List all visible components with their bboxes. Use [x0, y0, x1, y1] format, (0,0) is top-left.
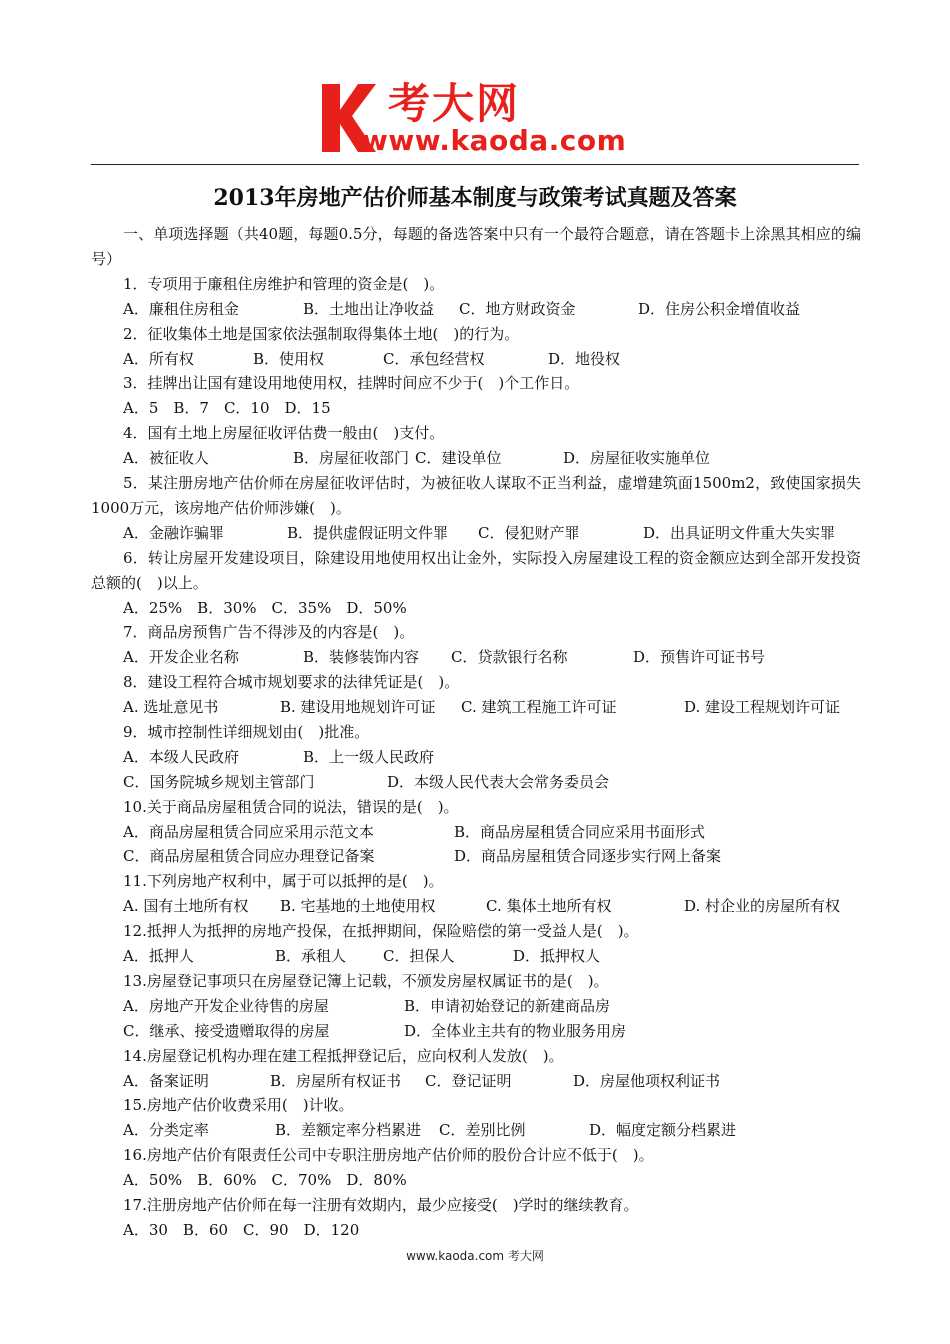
option-text: D．抵押权人 — [513, 947, 601, 966]
option-text: B. 建设用地规划许可证 — [280, 698, 436, 717]
answer-options-row — [123, 770, 861, 795]
answer-options-row — [123, 347, 861, 372]
question-stem: 16.房地产估价有限责任公司中专职注册房地产估价师的股份合计应不低于( )。 — [123, 1146, 654, 1165]
option-text: C．地方财政资金 — [459, 299, 576, 318]
question-stem: 2．征收集体土地是国家依法强制取得集体土地( )的行为。 — [123, 324, 520, 343]
option-text: B．差额定率分档累进 — [275, 1121, 422, 1140]
option-text: C．担保人 — [383, 947, 455, 966]
option-text: B．使用权 — [253, 349, 325, 368]
answer-options-row — [123, 297, 861, 322]
option-text: C．差别比例 — [439, 1121, 526, 1140]
answer-options-row — [123, 1218, 861, 1243]
option-text: A．本级人民政府 — [123, 747, 239, 766]
option-text: A．分类定率 — [123, 1121, 209, 1140]
option-text: D．房屋他项权利证书 — [573, 1071, 721, 1090]
option-text: B．房屋所有权证书 — [270, 1071, 402, 1090]
option-text: B．装修装饰内容 — [303, 648, 420, 667]
option-text: C．商品房屋租赁合同应办理登记备案 — [123, 847, 375, 866]
option-text: B．房屋征收部门 — [293, 449, 410, 468]
option-text: D．房屋征收实施单位 — [563, 449, 711, 468]
option-text: D．全体业主共有的物业服务用房 — [404, 1021, 627, 1040]
answer-options-row — [123, 596, 861, 621]
question-stem: 13.房屋登记事项只在房屋登记簿上记载，不颁发房屋权属证书的是( )。 — [123, 971, 609, 990]
question-stem: 15.房地产估价收费采用( )计收。 — [123, 1096, 354, 1115]
answer-options-row — [123, 944, 861, 969]
option-text: A．抵押人 — [123, 947, 194, 966]
answer-options-row — [123, 844, 861, 869]
option-text: A．5 B．7 C．10 D．15 — [123, 399, 331, 418]
option-text: A．开发企业名称 — [123, 648, 239, 667]
option-text: D．商品房屋租赁合同逐步实行网上备案 — [454, 847, 722, 866]
answer-options-row — [123, 820, 861, 845]
option-text: D．住房公积金增值收益 — [638, 299, 801, 318]
option-text: C. 集体土地所有权 — [486, 897, 612, 916]
option-text: C．侵犯财产罪 — [478, 523, 580, 542]
logo-url-text: www.kaoda.com — [362, 124, 627, 157]
question-stem: 9．城市控制性详细规划由( )批准。 — [123, 723, 370, 741]
option-text: C．贷款银行名称 — [451, 648, 568, 667]
option-text: B．土地出让净收益 — [303, 299, 435, 318]
option-text: B．申请初始登记的新建商品房 — [404, 996, 611, 1015]
option-text: C．登记证明 — [425, 1071, 512, 1090]
question-stem: 7．商品房预售广告不得涉及的内容是( )。 — [123, 623, 415, 642]
kaoda-logo — [318, 80, 638, 156]
option-text: A．30 B．60 C．90 D．120 — [123, 1220, 360, 1239]
question-stem: 12.抵押人为抵押的房地产投保，在抵押期间，保险赔偿的第一受益人是( )。 — [123, 922, 639, 941]
option-text: B．上一级人民政府 — [303, 747, 435, 766]
option-text: C．继承、接受遗赠取得的房屋 — [123, 1021, 330, 1040]
page-footer: www.kaoda.com 考大网 — [406, 1249, 544, 1263]
answer-options-row — [123, 745, 861, 770]
answer-options-row — [123, 695, 861, 720]
option-text: D．地役权 — [548, 349, 621, 368]
question-stem: 14.房屋登记机构办理在建工程抵押登记后，应向权利人发放( )。 — [123, 1046, 564, 1065]
question-stem: 11.下列房地产权利中，属于可以抵押的是( )。 — [123, 872, 444, 891]
section-heading: 一、单项选择题（共40题，每题0.5分，每题的备选答案中只有一个最符合题意，请在答题卡上涂黑其相应的编号） — [91, 225, 861, 268]
option-text: B．商品房屋租赁合同应采用书面形式 — [454, 822, 706, 841]
option-text: B. 宅基地的土地使用权 — [280, 897, 436, 916]
question-stem: 3．挂牌出让国有建设用地使用权，挂牌时间应不少于( )个工作日。 — [123, 374, 580, 393]
option-text: A. 国有土地所有权 — [123, 897, 249, 916]
answer-options-row — [123, 894, 861, 919]
option-text: A．50% B．60% C．70% D．80% — [123, 1171, 407, 1190]
option-text: D．出具证明文件重大失实罪 — [643, 523, 836, 542]
answer-options-row — [123, 1168, 861, 1193]
option-text: A．25% B．30% C．35% D．50% — [123, 598, 407, 617]
option-text: A．廉租住房租金 — [123, 299, 239, 318]
option-text: D. 建设工程规划许可证 — [684, 698, 841, 717]
option-text: C. 建筑工程施工许可证 — [461, 698, 617, 717]
option-text: A. 选址意见书 — [123, 698, 219, 717]
answer-options-row — [123, 645, 861, 670]
answer-options-row — [123, 1069, 861, 1094]
option-text: A．商品房屋租赁合同应采用示范文本 — [123, 822, 374, 841]
option-text: A．金融诈骗罪 — [123, 523, 224, 542]
answer-options-row — [123, 396, 861, 421]
answer-options-row — [123, 994, 861, 1019]
option-text: A．被征收人 — [123, 449, 209, 468]
question-stem: 1．专项用于廉租住房维护和管理的资金是( )。 — [123, 274, 445, 293]
question-stem: 17.注册房地产估价师在每一注册有效期内，最少应接受( )学时的继续教育。 — [123, 1196, 639, 1215]
option-text: D．本级人民代表大会常务委员会 — [387, 772, 610, 791]
question-stem: 5．某注册房地产估价师在房屋征收评估时，为被征收人谋取不正当利益，虚增建筑面1500m2，致使国家损失1000万元，该房地产估价师涉嫌( )。 — [91, 474, 861, 517]
option-text: A．备案证明 — [123, 1071, 209, 1090]
option-text: D．幅度定额分档累进 — [589, 1121, 737, 1140]
document-title: 2013年房地产估价师基本制度与政策考试真题及答案 — [213, 185, 737, 211]
option-text: B．承租人 — [275, 947, 347, 966]
answer-options-row — [123, 1118, 861, 1143]
option-text: C．国务院城乡规划主管部门 — [123, 772, 315, 791]
logo-chinese-text: 考大网 — [388, 79, 521, 128]
option-text: D. 村企业的房屋所有权 — [684, 897, 841, 916]
question-list — [91, 272, 861, 1243]
question-stem: 4．国有土地上房屋征收评估费一般由( )支付。 — [123, 424, 445, 443]
question-stem: 6．转让房屋开发建设项目，除建设用地使用权出让金外，实际投入房屋建设工程的资金额应达到全部开发投资总额的( )以上。 — [91, 548, 861, 592]
option-text: A．房地产开发企业待售的房屋 — [123, 996, 329, 1015]
document-body — [91, 222, 861, 1243]
option-text: C．建设单位 — [415, 449, 502, 468]
option-text: D．预售许可证书号 — [633, 648, 766, 667]
option-text: C．承包经营权 — [383, 349, 485, 368]
question-stem: 8．建设工程符合城市规划要求的法律凭证是( )。 — [123, 673, 460, 692]
option-text: A．所有权 — [123, 349, 194, 368]
answer-options-row — [123, 1019, 861, 1044]
header-divider — [91, 164, 859, 165]
question-stem: 10.关于商品房屋租赁合同的说法，错误的是( )。 — [123, 797, 459, 816]
answer-options-row — [123, 446, 861, 471]
answer-options-row — [123, 521, 861, 546]
option-text: B．提供虚假证明文件罪 — [287, 523, 449, 542]
